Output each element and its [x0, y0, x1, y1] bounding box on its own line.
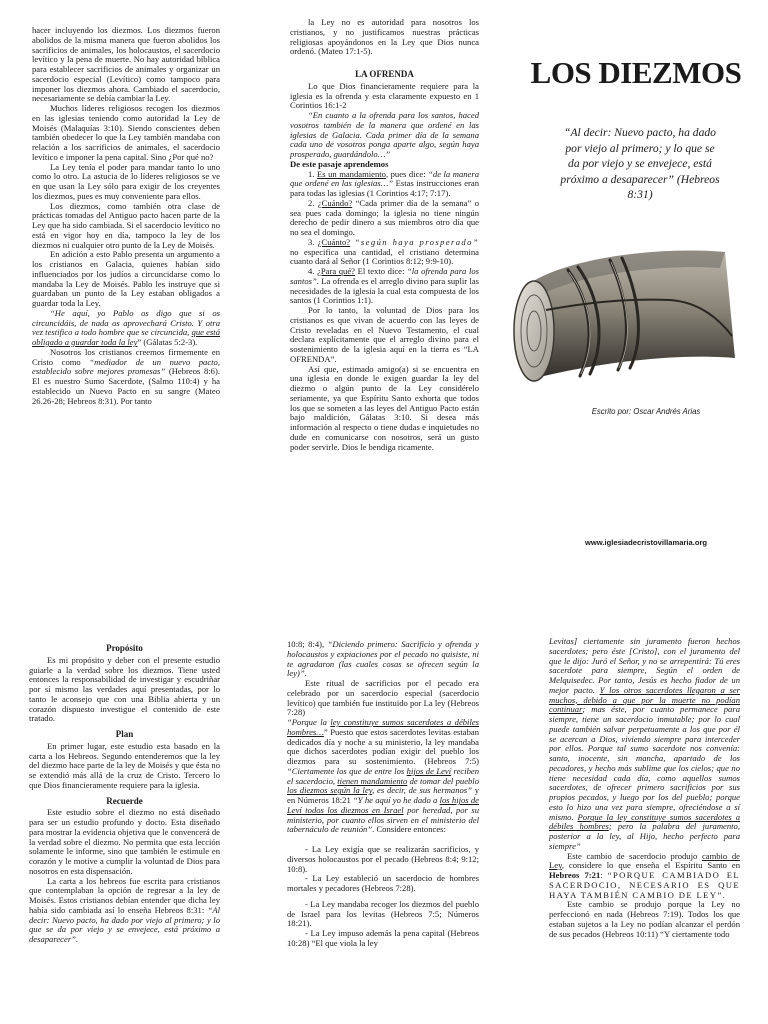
list-item: - La Ley exigía que se realizarán sacrificios, y diversos holocaustos por el pecado (Hebreos 8:4; 9:12; 10:8).	[287, 844, 479, 874]
paragraph: Así que, estimado amigo(a) si se encuentra en una iglesia en donde le exigen guardar la ley del diezmo o algún punto de la Ley considérelo seriamente, ya que Espíritu Santo exhorta que todos los que se someten a las leyes del Antiguo Pacto están bajo maldición, Gálatas 3:10. Si desea más información al respecto o tiene dudas e inquietudes no dude en comunicarse con nosotros, será un gusto poder servirle. Dios le bendiga ricamente.	[290, 363, 479, 452]
paragraph: 10:8; 8:4), “Diciendo primero: Sacrificio y ofrenda y holocaustos y expiaciones por el pecado no quisiste, ni te agradaron (las cuales cosas se ofrecen según la ley)”.	[287, 639, 479, 679]
section-heading-plan: Plan	[115, 729, 134, 739]
paragraph: Lo que Dios financieramente requiere para la iglesia es la ofrenda y esta claramente expuesto en 1 Corintios 16:1-2	[290, 80, 479, 111]
paragraph: La carta a los hebreos fue escrita para cristianos que contemplaban la opción de regresar a la ley de Moisés. Estos cristianos debían entender que dicha ley había sido cambiada así lo enseña Hebreos 8:31: “Al decir: Nuevo pacto, ha dado por viejo al primero; y lo que se da por viejo y se envejece, está próximo a desaparecer”.	[29, 875, 220, 944]
scroll-icon	[510, 240, 740, 388]
list-item: 1. Es un mandamiento, pues dice: “de la manera que ordené en las iglesias…” Estas instrucciones eran para todas las iglesias (1 Corintios 4:17; 7:17).	[290, 168, 479, 198]
list-item: - La Ley mandaba recoger los diezmos del pueblo de Israel para los levitas (Hebreos 7:5; Números 18:21).	[287, 898, 479, 929]
paragraph: “Porque la ley constituye sumos sacerdotes a débiles hombres…” Puesto que estos sacerdotes levitas estaban dedicados día y noche a su ministerio, la ley mandaba que dichos sacerdotes podían exigir del pueblo los diezmos para su sostenimiento. (Hebreos 7:5) “Ciertamente los que de entre los hijos de Leví reciben el sacerdocio, tienen mandamiento de tomar del pueblo los diezmos según la ley, es decir, de sus hermanos” y en Números 18:21 “Y he aquí yo he dado a los hijos de Leví todos los diezmos en Israel por heredad, por su ministerio, por cuanto ellos sirven en el ministerio del tabernáculo de reunión”. Considere entonces:	[287, 717, 479, 835]
paragraph: La Ley tenía el poder para mandar tanto lo uno como lo otro. La astucia de lo líderes religiosos se ve en que usan la Ley sólo para exigir de los creyentes los diezmos, pues es muy conveniente para ellos.	[32, 161, 220, 201]
text: Nosotros los cristianos creemos firmemente en Cristo como	[32, 346, 220, 367]
quote-ref: ” (Gálatas 5:2-3).	[137, 337, 198, 347]
quote-text: “He aquí, yo Pablo os digo que si os circuncidáis, de nada os aprovechará Cristo. Y otra vez testifico a todo hombre que se circuncida,	[32, 307, 220, 338]
scroll-illustration	[510, 240, 740, 388]
cover-quote: “Al decir: Nuevo pacto, ha dado por viejo al primero; y lo que se da por viejo y se envejece, está próximo a desaparecer” (Hebreos 8:31)	[560, 126, 720, 201]
text: (Hebreos 8:6). El es nuestro Sumo Sacerdote, (Salmo 110:4) y ha establecido un Nuevo Pacto en su sangre (Mateo 26.26-28; Hebreos 8:31). Por tanto	[32, 366, 220, 406]
paragraph: En primer lugar, este estudio esta basado en la carta a los Hebreos. Segundo entenderemos que la ley del diezmo hace parte de la ley de Moisés y que ésta no se extendió más allá de la cruz de Cristo. Tercero lo que Dios financieramente requiere para la iglesia.	[29, 740, 220, 790]
tract-column-4	[287, 640, 479, 949]
section-heading-ofrenda: LA OFRENDA	[355, 69, 414, 79]
paragraph: la Ley no es autoridad para nosotros los cristianos, y no justificamos nuestras prácticas religiosas apoyándonos en la Ley que Dios nunca ordenó. (Mateo 17:1-5).	[290, 17, 479, 57]
paragraph: En adición a esto Pablo presenta un argumento a los cristianos en Galacia, quienes habían sido influenciados por los judíos a circuncidarse como lo mandaba la Ley de Moisés. Pablo les instruye que si guardaban un punto de la Ley estaban obligados a guardar toda la Ley.	[32, 249, 220, 308]
galatas-quote	[32, 309, 220, 348]
paragraph: Este cambio se produjo porque la Ley no perfeccionó en nada (Hebreos 7:19). Todos los que estaban sujetos a la Ley no podían alcanzar el perdón de sus pecados (Hebreos 10:11) “Y ciertamente todo	[549, 899, 740, 939]
list-item: - La Ley estableció un sacerdocio de hombres mortales y pecadores (Hebreos 7:28).	[287, 873, 479, 893]
quote-text: “mediador de un nuevo pacto, establecido sobre mejores promesas”	[32, 356, 220, 377]
list-item: 4. ¿Para qué? El texto dice: “la ofrenda para los santos”. La ofrenda es el arreglo divino para suplir las necesidades de la iglesia la cual esta compuesta de los santos (1 Corintios 1:1).	[290, 266, 479, 306]
tract-title: LOS DIEZMOS	[530, 55, 742, 90]
paragraph: Este cambio de sacerdocio produjo cambio de Ley, considere lo que enseña el Espíritu Santo en Hebreos 7:21: “PORQUE CAMBIADO EL SACERDOCIO, NECESARIO ES QUE HAYA TAMBIÉN CAMBIO DE LEY”.	[549, 850, 740, 900]
quote-underlined: que está obligado a guardar toda la ley	[32, 327, 220, 347]
section-heading-recuerde: Recuerde	[106, 795, 143, 806]
paragraph	[32, 348, 220, 407]
tract-column-2	[290, 18, 479, 452]
website-url: www.iglesiadecristovillamaria.org	[584, 538, 708, 547]
paragraph: Muchos líderes religiosos recogen los diezmos en las iglesias teniendo como autoridad la Ley de Moisés (Malaquías 3:10). Siendo conscientes deben también obedecer lo que la Ley también mandaba con relación a los sacrificios de animales, el sacerdocio levítico e imponer la pena capital. Sino ¿Por qué no?	[32, 103, 220, 162]
section-heading-proposito: Propósito	[106, 643, 143, 653]
subheading: De este pasaje aprendemos	[290, 158, 389, 169]
paragraph: Por lo tanto, la voluntad de Dios para los cristianos es que vivan de acuerdo con las leyes de Cristo reveladas en el Nuevo Testamento, el cual declara explícitamente que el arreglo divino para el sostenimiento de la iglesia aquí en la tierra es “LA OFRENDA”.	[290, 305, 479, 364]
tract-column-3	[29, 642, 220, 945]
hebreos-quote: Levitas] ciertamente sin juramento fueron hechos sacerdotes; pero éste [Cristo], con el juramento del que le dijo: Juró el Señor, y no se arrepentirá: Tú eres sacerdote para siempre, Según el orden de Melquisedec. Por tanto, Jesús es hecho fiador de un mejor pacto. Y los otros sacerdotes llegaron a ser muchos, debido a que por la muerte no podían continuar; mas éste, por cuanto permanece para siempre, tiene un sacerdocio inmutable; por lo cual puede también salvar perpetuamente a los que por él se acercan a Dios, viviendo siempre para interceder por ellos. Porque tal sumo sacerdote nos convenía: santo, inocente, sin mancha, apartado de los pecadores, y hecho más sublime que los cielos; que no tiene necesidad cada día, como aquellos sumos sacerdotes, de ofrecer primero sacrificios por sus propios pecados, y luego por los del pueblo; porque esto lo hizo una vez para siempre, ofreciéndose a sí mismo. Porque la ley constituye sumos sacerdotes a débiles hombres; pero la palabra del juramento, posterior a la ley, al Hijo, hecho perfecto para siempre”	[549, 636, 740, 851]
tract-column-5	[549, 637, 740, 939]
paragraph: Es mi propósito y deber con el presente estudio guiarle a la verdad sobre los diezmos. Tiene usted entonces la responsabilidad de investigar y escudriñar por sí mismo las verdades aquí presentadas, por lo tanto le aconsejo que con una Biblia abierta y un corazón dispuesto investigue el contenido de este tratado.	[29, 654, 220, 724]
list-item: 2. ¿Cuándo? “Cada primer día de la semana” o sea pues cada domingo; la iglesia no tiene ningún derecho de pedir dinero a sus miembros otro día que no sea el domingo.	[290, 197, 479, 237]
list-item: 3. ¿Cuánto? “según haya prosperado” no especifica una cantidad, el cristiano determina cuanto dará al Señor (1 Corintios 8:12; 9:9-10).	[290, 236, 480, 267]
author-credit: Escrito por: Oscar Andrés Arias	[591, 407, 701, 416]
lessons-list	[290, 170, 479, 307]
corintios-quote: “En cuanto a la ofrenda para los santos, haced vosotros también de la manera que ordené en las iglesias de Galacia. Cada primer día de la semana cada uno de vosotros ponga aparte algo, según haya prosperado, guardándolo…”	[290, 110, 479, 159]
paragraph: Este ritual de sacrificios por el pecado era celebrado por un sacerdocio especial (sacerdocio levítico) que también fue instituido por La ley (Hebreos 7:28)	[287, 678, 479, 718]
paragraph: hacer incluyendo los diezmos. Los diezmos fueron abolidos de la misma manera que fueron abolidos los sacrificios de animales, los holocaustos, el sacerdocio levítico y la pena de muerte. No hay autoridad bíblica para establecer sacrificios de animales y organizar un sacerdocio especial (Levítico) como tampoco para imponer los diezmos ahora. Cambiado el sacerdocio, necesariamente se debía cambiar la Ley.	[32, 25, 220, 104]
paragraph: Los diezmos, como también otra clase de prácticas tomadas del Antiguo pacto hacen parte de la Ley que ha sido cambiada. Si el sacerdocio levítico no está en vigor hoy en día, tampoco la ley de los diezmos ni cualquier otro punto de la Ley de Moisés.	[32, 200, 220, 250]
list-item: - La Ley impuso además la pena capital (Hebreos 10:28) “El que viola la ley	[287, 928, 479, 948]
tract-column-1	[32, 26, 220, 406]
paragraph: Este estudio sobre el diezmo no está diseñado para ser un estudio profundo y docto. Esta diseñado para mostrar la evidencia objetiva que le convencerá de la verdad sobre el diezmo. No permita que esta lección solamente le informe, sino que también le estimule en corazón y le motive a cumplir la voluntad de Dios para nosotros en esta dispensación.	[29, 807, 220, 876]
